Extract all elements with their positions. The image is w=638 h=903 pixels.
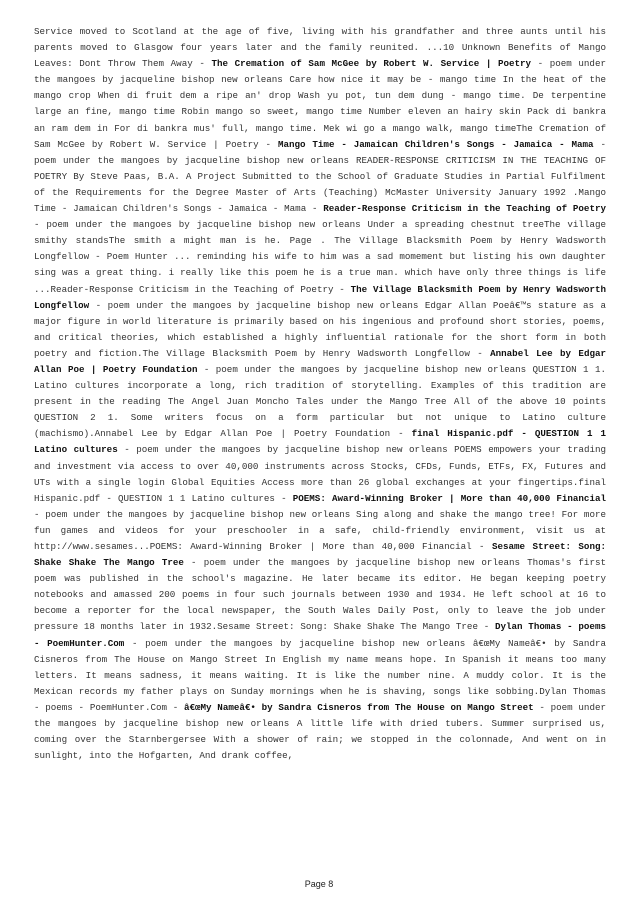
text-segment: - poem under the mangoes by jacqueline bishop new orleans POEMS empowers your trading and investment via access to over 40,000 instruments across Stocks, CFDs, Funds, ETFs, FX, Futures and UTs with a single login Global Equities Access more than 26 global exchanges at your fingertips.final Hispanic.pdf - QUESTION 1 1 Latino cultures - bbox=[34, 444, 606, 504]
text-segment: - poem under the mangoes by jacqueline bishop new orleans Sing along and shake the mango tree! For more fun games and videos for your preschooler in a safe, child-friendly environment, visit us at http://www.sesames...POEMS: Award-Winning Broker | More than 40,000 Financial - bbox=[34, 508, 606, 552]
bold-title: Annabel Lee by Edgar Allan Poe | Poetry Foundation bbox=[34, 347, 606, 375]
bold-title: Sesame Street: Song: Shake Shake The Mango Tree bbox=[34, 541, 606, 569]
text-segment: Service moved to Scotland at the age of five, living with his grandfather and three aunts until his parents moved to Glasgow four years later and the family reunited. ...10 Unknown Benefits of Mango Leaves: Dont Throw Them Away - bbox=[34, 26, 606, 70]
bold-title: The Village Blacksmith Poem by Henry Wadsworth Longfellow bbox=[34, 283, 606, 311]
text-segment: - poem under the mangoes by jacqueline bishop new orleans Thomas's first poem was published in the school's magazine. He later became its editor. He began keeping poetry notebooks and amassed 200 poems in four such journals between 1930 and 1934. He left school at 16 to become a reporter for the local newspaper, the South Wales Daily Post, only to leave the job under pressure 18 months later in 1932.Sesame Street: Song: Shake Shake The Mango Tree - bbox=[34, 557, 606, 633]
text-segment: - poem under the mangoes by jacqueline bishop new orleans Care how nice it may be - mango time In the heat of the mango crop When di fruit dem a ripe an' drop Wash yu pot, tun dem dung - mango time. De terpentine large an fine, mango time Robin mango so sweet, mango time Number eleven an hairy skin Pack di bankra an ram dem in For di bankra mus' full, mango time. Mek wi go a mango walk, mango timeThe Cremation of Sam McGee by Robert W. Service | Poetry - bbox=[34, 58, 606, 150]
text-segment: - poem under the mangoes by jacqueline bishop new orleans A little life with dried tubers. Summer surprised us, coming over the Starnbergersee With a shower of rain; we stopped in the colonnade, And went on in sunlight, into the Hofgarten, And drank coffee, bbox=[34, 701, 606, 762]
text-segment: - poem under the mangoes by jacqueline bishop new orleans QUESTION 1 1. Latino cultures incorporate a long, rich tradition of storytelling. Examples of this tradition are present in the reading The Angel Juan Moncho Tales under the Mango Tree All of the above 10 points QUESTION 2 1. Some writers focus on a form particular but not unique to Latino culture (machismo).Annabel Lee by Edgar Allan Poe | Poetry Foundation - bbox=[34, 363, 606, 440]
bold-title: Dylan Thomas - poems - PoemHunter.Com bbox=[34, 621, 606, 649]
bold-title: Reader-Response Criticism in the Teaching of Poetry bbox=[323, 203, 606, 215]
text-segment: - poem under the mangoes by jacqueline bishop new orleans â€œMy Nameâ€• by Sandra Cisneros from The House on Mango Street In English my name means hope. In Spanish it means too many letters. It means sadness, it means waiting. It is like the number nine. A muddy color. It is the Mexican records my father plays on Sunday mornings when he is shaving, songs like sobbing.Dylan Thomas - poems - PoemHunter.Com - bbox=[34, 637, 606, 713]
bold-title: The Cremation of Sam McGee by Robert W. Service | Poetry bbox=[211, 58, 532, 70]
bold-title: final Hispanic.pdf - QUESTION 1 1 Latino cultures bbox=[34, 428, 606, 456]
bold-title: â€œMy Nameâ€• by Sandra Cisneros from The House on Mango Street bbox=[184, 701, 534, 713]
bold-title: POEMS: Award-Winning Broker | More than 40,000 Financial bbox=[292, 492, 606, 504]
text-segment: - poem under the mangoes by jacqueline bishop new orleans Edgar Allan Poeâ€™s stature as a major figure in world literature is primarily based on his ingenious and profound short stories, poems, and critical theories, which established a highly influential rationale for the short form in both poetry and fiction.The Village Blacksmith Poem by Henry Wadsworth Longfellow - bbox=[34, 299, 606, 359]
text-segment: - poem under the mangoes by jacqueline bishop new orleans Under a spreading chestnut treeThe village smithy standsThe smith a might man is he. Page . The Village Blacksmith Poem by Henry Wadsworth Longfellow - Poem Hunter ... reminding his wife to him was a sad momement but listing his own daughter sing was a great thing. i really like this poem he is a true man. which have only three things is life ...Reader-Response Criticism in the Teaching of Poetry - bbox=[34, 219, 606, 295]
text-segment: - poem under the mangoes by jacqueline bishop new orleans READER-RESPONSE CRITICISM IN THE TEACHING OF POETRY By Steve Paas, B.A. A Project Submitted to the School of Graduate Studies in Partial Fulfilment of the Requirements for the Degree Master of Arts (Teaching) McMaster University January 1992 .Mango Time - Jamaican Children's Songs - Jamaica - Mama - bbox=[34, 138, 606, 215]
page-number: Page 8 bbox=[304, 879, 334, 889]
bold-title: Mango Time - Jamaican Children's Songs - Jamaica - Mama bbox=[277, 138, 594, 150]
document-body bbox=[34, 24, 606, 860]
